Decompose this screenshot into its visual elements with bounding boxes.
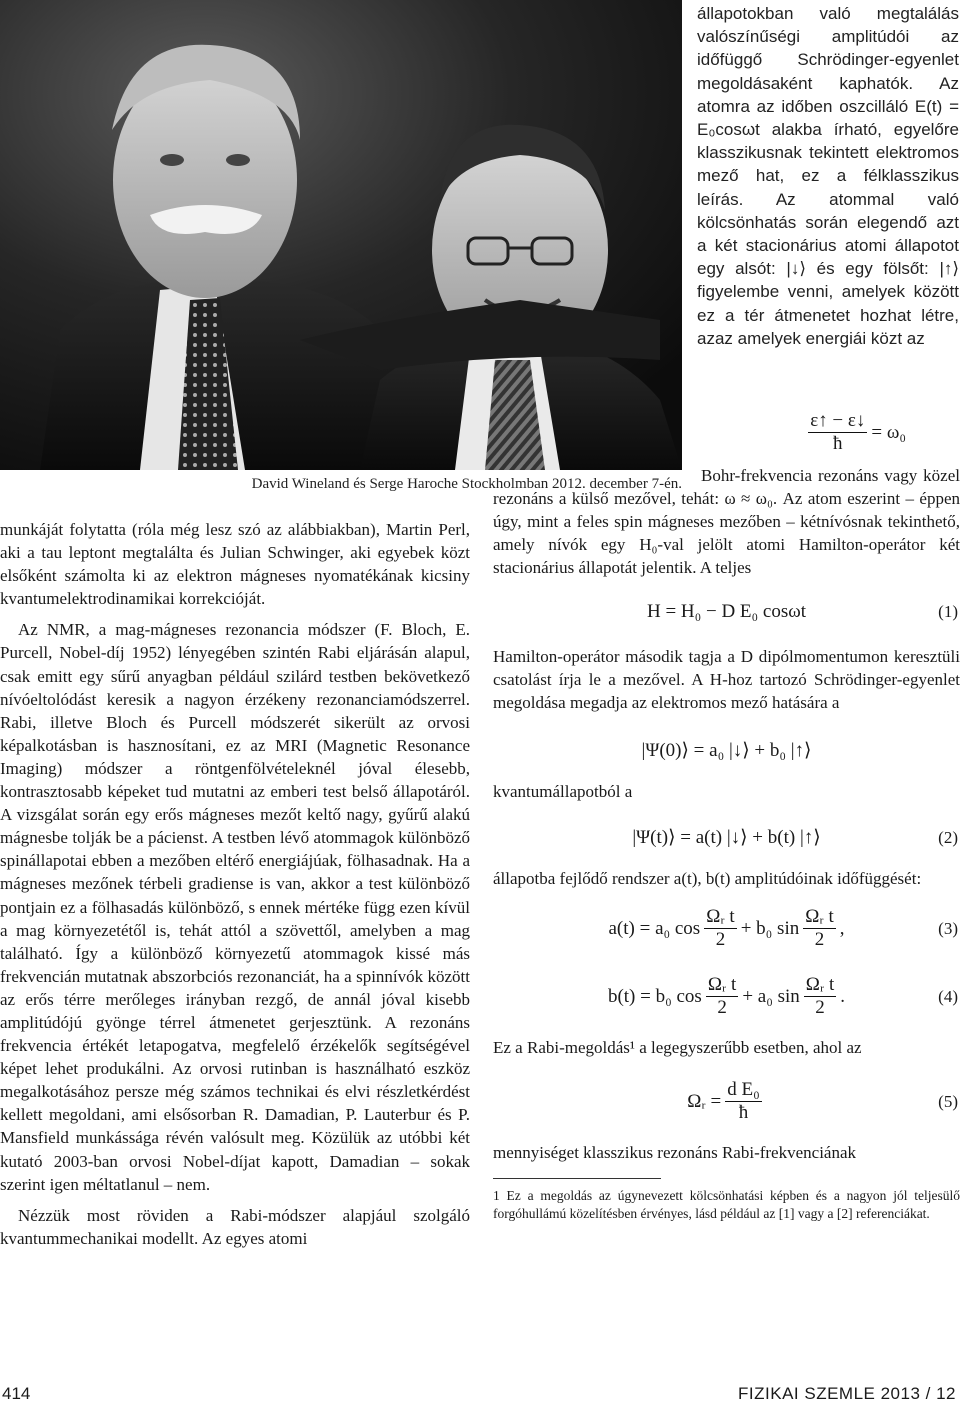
initial-state-body: |Ψ(0)⟩ = a₀ |↓⟩ + b₀ |↑⟩ xyxy=(641,739,812,761)
equation-4-fraction-1 xyxy=(706,974,739,1019)
page-footer xyxy=(0,1372,960,1402)
top-right-paragraph xyxy=(697,2,959,350)
eq3-frac2-num: Ωᵣ t xyxy=(805,905,834,927)
equation-1-number: (1) xyxy=(938,601,958,621)
equation-5 xyxy=(493,1069,960,1133)
eq4-frac2-den: 2 xyxy=(815,996,825,1018)
eq5-num: d E₀ xyxy=(727,1078,760,1100)
equation-5-fraction xyxy=(725,1079,761,1124)
paragraph-model-intro: Nézzük most röviden a Rabi-módszer alapjául szolgáló kvantummechanikai modellt. Az egyes atomi xyxy=(0,1205,470,1248)
bohr-denominator: ħ xyxy=(833,432,843,454)
eq4-frac1-den: 2 xyxy=(717,996,727,1018)
equation-bohr-frequency xyxy=(493,400,960,464)
page-number: 414 xyxy=(2,1384,31,1403)
eq3-frac1-den: 2 xyxy=(715,928,726,950)
equation-initial-state xyxy=(493,728,960,772)
equation-2-number: (2) xyxy=(938,827,958,847)
journal-name: FIZIKAI SZEMLE 2013 / 12 xyxy=(738,1384,956,1403)
bohr-fraction xyxy=(808,410,867,455)
equation-1-body: H = H₀ − D E₀ cosωt xyxy=(646,600,807,622)
paragraph-rabi-frequency: mennyiséget klasszikus rezonáns Rabi-frekvenciának xyxy=(493,1143,857,1162)
paragraph-bohr: Bohr-frekvencia rezonáns vagy közel rezonáns a külső mezővel, tehát: ω ≈ ω₀. Az atom eszerint – éppen úgy, mint a feles spin mágneses mezőben – kétnívósnak tekinthető, amely nívók egy H₀-val jelölt atomi Hamilton-operátor két stacionárius állapotát jelentik. A teljes xyxy=(493,466,960,577)
paragraph-intro: állapotokban való megtalálás valószínűségi amplitúdói az időfüggő Schrödinger-egyenlet megoldásaként kaphatók. Az atomra az időben oszcilláló E(t) = E₀cosωt alakba írható, egyelőre klasszikusnak tekintett elektromos mező hat, ez a félklasszikus leírás. Az atommal való kölcsönhatás során elegendő azt a két stacionárius atomi állapotot egy alsót: |↓⟩ és egy fölsőt: |↑⟩ figyelembe venni, amelyek között ez a tér átmenetet hozhat létre, azaz amelyek energiái közt az xyxy=(697,4,959,348)
eq3-frac2-den: 2 xyxy=(814,928,825,950)
eq4-frac1-num: Ωᵣ t xyxy=(707,973,737,995)
bohr-rhs: = ω₀ xyxy=(871,421,906,443)
paragraph-quantum-state: kvantumállapotból a xyxy=(493,782,633,801)
equation-3 xyxy=(493,898,960,958)
eq4-frac2-num: Ωᵣ t xyxy=(805,973,835,995)
equation-4-lhs: b(t) = b₀ cos xyxy=(607,985,702,1007)
equation-4-end: . xyxy=(840,985,846,1007)
equation-5-number: (5) xyxy=(938,1091,958,1111)
equation-4-fraction-2 xyxy=(804,974,837,1019)
paragraph-nobel-laureates: munkáját folytatta (róla még lesz szó az alábbiakban), Martin Perl, aki a tau leptont megtalálta és Julian Schwinger, aki egyebek közt elsőként számolta ki az elektron mágneses nyomatékának kicsiny kvantumelektrodinamikai korrekcióját. xyxy=(0,520,470,609)
footnote-divider xyxy=(493,1178,661,1179)
equation-3-fraction-1 xyxy=(704,906,737,951)
paragraph-hamilton: Hamilton-operátor második tagja a D dipólmomentumon keresztüli csatolást írja le a mezővel. A H-hoz tartozó Schrödinger-egyenlet megoldása megadja az elektromos mező hatására a xyxy=(493,647,960,712)
eq5-den: ħ xyxy=(738,1101,749,1123)
eq3-frac1-num: Ωᵣ t xyxy=(706,905,735,927)
paragraph-amplitudes: állapotba fejlődő rendszer a(t), b(t) amplitúdóinak időfüggését: xyxy=(493,869,922,888)
equation-3-number: (3) xyxy=(938,918,958,938)
equation-4-mid: + a₀ sin xyxy=(742,985,800,1007)
equation-3-lhs: a(t) = a₀ cos xyxy=(608,917,701,939)
paragraph-rabi-solution: Ez a Rabi-megoldás¹ a legegyszerűbb esetben, ahol az xyxy=(493,1038,862,1057)
equation-2-body: |Ψ(t)⟩ = a(t) |↓⟩ + b(t) |↑⟩ xyxy=(632,826,821,848)
left-column xyxy=(0,518,470,1258)
equation-2 xyxy=(493,815,960,859)
equation-3-mid: + b₀ sin xyxy=(740,917,800,939)
photo-caption: David Wineland és Serge Haroche Stockholmban 2012. december 7-én. xyxy=(251,476,682,492)
equation-3-fraction-2 xyxy=(803,906,836,951)
equation-5-lhs: Ωᵣ = xyxy=(687,1090,722,1112)
footnote: 1 Ez a megoldás az úgynevezett kölcsönhatási képben és a nagyon jól teljesülő forgóhullámú közelítésben érvényes, lásd például az [1] vagy a [2] referenciákat. xyxy=(493,1188,960,1221)
equation-4 xyxy=(493,966,960,1026)
right-column xyxy=(493,400,960,1223)
equation-4-number: (4) xyxy=(938,986,958,1006)
paragraph-nmr-mri: Az NMR, a mag-mágneses rezonancia módszer (F. Bloch, E. Purcell, Nobel-díj 1952) lényegében szintén Rabi eljárásán alapul, csak emitt egy sűrű anyagban például szilárd testben bekövetkező nívóeltolódást keresik a nagyon érzékeny rezonanciamódszerrel. Rabi, illetve Bloch és Purcell módszerét sikerült az orvosi képalkotásban is hasznosítani, ez az MRI (Magnetic Resonance Imaging) módszer a röntgenfölvételeknél jóval élesebb, kontrasztosabb képeket tud mutatni az emberi test belső állapotáról. A vizsgálat során egy erős mágneses mezőt keltő nagy, gyűrű alakú mágnesbe tolják be a pácienst. A testben lévő atommagok különböző spinállapotai ebben a mezőben eltérő energiájúak, fölhasadnak. Ha a mágneses mezőnek térbeli gradiense is van, akkor a test különböző pontjain ez a fölhasadás különböző, s ennek mértéke függ ezen kívül a mag környezetétől is, tehát attól a szövettől, amelyben a mag található. Így a különböző környezetű atommagok kissé más frekvencián mutatnak abszorbciós rezonanciát, ha a spinnívók között az erős térre merőleges irányban rezgő, de annál jóval kisebb amplitúdójú gyönge térrel átmenetet gerjesztünk. A rezonáns frekvencia értékét letapogatva, megfelelő érzékelők segítségével képet lehet produkálni. Az orvosi rutinban is használható eszköz megalkotásához persze még számos technikai és elvi részletkérdést kellett megoldani, ami elsősorban R. Damadian, P. Lauterbur és P. Mansfield munkássága révén valósult meg. Közülük az utóbbi két kutató 2003-ban orvosi Nobel-díjat kapott, Damadian – sokak szerint igen méltatlanul – nem. xyxy=(0,620,470,1194)
equation-3-end: , xyxy=(839,917,845,939)
bohr-numerator: ε↑ − ε↓ xyxy=(810,409,866,431)
equation-1 xyxy=(493,589,960,633)
